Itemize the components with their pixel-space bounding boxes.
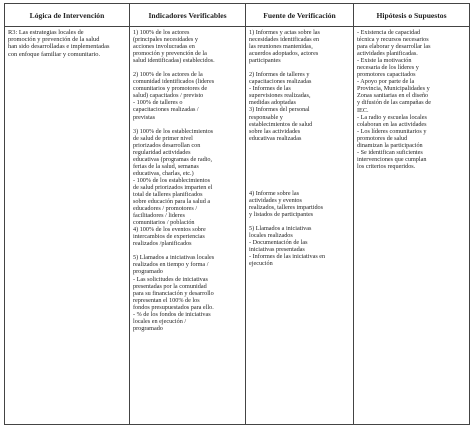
source-5: 5) Llamados a iniciativas locales realizados - Documentación de las iniciativas presentadas - Informes de las iniciativas en ejecución [249,224,326,268]
cell-hipotesis [354,27,470,425]
content-row [5,27,470,425]
source-2-3: 2) Informes de talleres y capacitaciones realizadas - Informes de las supervisiones realizadas, medidas adoptadas 3) Informes del personal responsable y establecimientos de salud sobre las actividades educativas realizadas [249,71,313,142]
source-4: 4) Informe sobre las actividades y eventos realizados, talleres impartidos y listados de participantes [249,189,324,218]
header-indicadores-verificables: Indicadores Verificables [130,4,246,27]
header-logica-intervencion: Lógica de Intervención [5,4,130,27]
result-statement: R3: Las estrategias locales de promoción y prevención de la salud han sido desarrolladas e implementadas con enfoque familiar y comunitario. [8,29,110,58]
cell-logica-intervencion [5,27,130,425]
logframe-table [4,3,470,425]
assumptions-list: - Existencia de capacidad técnica y recursos necesarios para elaborar y desarrollar las actividades planificadas. - Existe la motivación necesaria de los líderes y promotores capacitados - Apoyo por parte de la Provincia, Municipalidades y Zonas sanitarias en el diseño y difusión de las campañas de IEC. - La radio y escuelas locales colaboran en las actividades - Los líderes comunitarios y promotores de salud dinamizan la participación - Se identifican suficientes intervenciones que cumplan los criterios requeridos. [357,29,432,170]
indicator-3-4: 3) 100% de los establecimientos de salud de primer nivel priorizados desarrollan con regularidad actividades educativas (programas de radio, ferias de la salud, semanas educativas, charlas, etc.) - 100% de los establecimientos de salud priorizados imparten el total de talleres planificados sobre educación para la salud a educadores / promotores / facilitadores / lideres comunitarios / población 4) 100% de los eventos sobre intercambios de experiencias realizados /planificados [133,127,214,248]
header-fuente-verificacion: Fuente de Verificación [246,4,354,27]
cell-indicadores [130,27,246,425]
indicator-2: 2) 100% de los actores de la comunidad identificados (lideres comunitarios y promotores de salud) capacitados / previsto - 100% de talleres o capacitaciones realizadas / previstas [133,71,215,121]
header-row [5,4,470,27]
header-hipotesis-supuestos: Hipótesis o Supuestos [354,4,470,27]
source-1: 1) Informes y actas sobre las necesidades identificadas en las reuniones mantenidas, acuerdos adoptados, actores participantes [249,29,320,65]
cell-fuente [246,27,354,425]
indicator-1: 1) 100% de los actores (principales necesidades y acciones involucradas en promoción y prevención de la salud identificadas) establecidos. [133,29,215,65]
indicator-5: 5) Llamados a iniciativas locales realizados en tiempo y forma / programado - Las solicitudes de iniciativas presentadas por la comunidad para su financiación y desarrollo representan el 100% de los fondos presupuestados para ello. - % de los fondos de iniciativas locales en ejecución / programado [133,254,215,332]
